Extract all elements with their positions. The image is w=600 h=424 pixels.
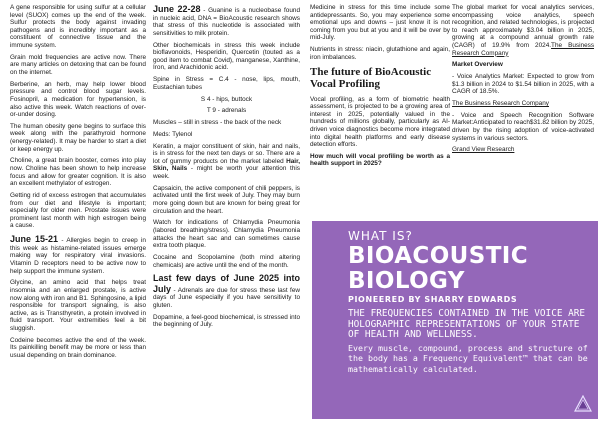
- para-dopamine: Dopamine, a feel-good biochemical, is stressed into the beginning of July.: [153, 313, 300, 329]
- para-muscles: Muscles – still in stress - the back of the neck: [153, 119, 282, 127]
- link-grand-view[interactable]: Grand View Research: [452, 146, 515, 154]
- para-spine-stress: Spine in Stress = C.4 - nose, lips, mouth, Eustachian tubes: [153, 76, 300, 91]
- column-3: [310, 4, 450, 172]
- text-keratin-c: - might be worth your attention this week.: [153, 165, 300, 180]
- para-sulfur: A gene responsible for using sulfur at a cellular level (SUOX) comes up the end of the week. Sulfur protects the body against invading pathogens and is incredibly important as a constituent of connective tissue and the immune system.: [10, 4, 146, 49]
- column-4: [452, 4, 594, 158]
- column-2: [153, 4, 300, 333]
- para-june-22-28: [153, 4, 300, 37]
- para-grain-mold: Grain mold frequencies are active now. There are many articles on detoxing that can be found on the internet.: [10, 53, 146, 76]
- para-antidepressants: Medicine in stress for this time include some antidepressants. So, you may experience some emotional ups and downs – just know it is not coming from you but at you and it will be over by mid-July.: [310, 4, 450, 42]
- link-business-research-2[interactable]: The Business Research Company: [452, 100, 549, 108]
- link-business-research-1[interactable]: The Business Research Company: [452, 41, 595, 57]
- para-cocaine: Cocaine and Scopolamine (both mind altering chemicals) are active until the end of the month.: [153, 253, 300, 269]
- para-june-15-21: [10, 234, 146, 275]
- card-title-line2: BIOLOGY: [348, 268, 465, 294]
- card-question: WHAT IS?: [348, 229, 413, 243]
- triangle-logo-icon: [574, 395, 592, 413]
- text-hair-skin-nails: Hair, Skin, Nails: [153, 157, 300, 173]
- bioacoustic-biology-card: [312, 221, 598, 419]
- para-chlamydia: Watch for indications of Chlamydia Pneumonia (labored breathing/stress). Chlamydia Pneumonia attacks the heart sac and can sometimes cause extra tooth plaque.: [153, 219, 300, 250]
- para-berberine: Berberine, an herb, may help lower blood pressure and control blood sugar levels. Fosinopril, a medication for hypertension, is also active this week. Watch reactions of over-or-under dosing.: [10, 80, 146, 119]
- para-codeine: Codeine becomes active the end of the week. Its painkilling benefit may be more or less than usual depending on brain dominance.: [10, 336, 146, 359]
- para-obesity-gene: The human obesity gene begins to surface this week along with the parathyroid hormone (energy-related). It may be harder to start a diet or keep energy up.: [10, 122, 146, 153]
- card-body-frequencies: THE FREQUENCIES CONTAINED IN THE VOICE ARE HOLOGRAPHIC REPRESENTATIONS OF YOUR STATE OF HEALTH AND WELLNESS.: [348, 308, 586, 341]
- para-last-june: [153, 273, 300, 309]
- text-adrenals: - Adrenals are due for stress these last few days of June especially if you have sensitivity to gluten.: [153, 286, 300, 310]
- para-voice-analytics: - Voice Analytics Market: Expected to grow from $1.3 billion in 2024 to $1.54 billion in 2025, with a CAGR of 18.5%.: [452, 73, 594, 96]
- text-guanine: - Guanine is a nucleobase found in nucleic acid, DNA = BioAcoustic research shows that stress of this nucleotide is associated with sensitivities to milk protein.: [153, 7, 300, 37]
- para-nutrients: Nutrients in stress: niacin, glutathione and again, iron imbalances.: [310, 46, 450, 61]
- text-global-market: The global market for vocal analytics services, encompassing voice analytics, speech recognition, and related technologies, is projected to reach approximately $3.04 billion in 2025, growing at a compound annual growth rate (CAGR) of 19.9% from 2024.: [452, 4, 594, 49]
- para-choline: Choline, a great brain booster, comes into play now. Choline has been shown to help increase focus and allow for greater cognition. It is also an excellent methylator of estrogen.: [10, 157, 146, 188]
- text-june-15-21: - Allergies begin to creep in this week as histamine-related issues emerge making way for respiratory viral invasions. Vitamin D receptors need to be active now to help support the immune system.: [10, 237, 146, 275]
- para-worth-question: How much will vocal profiling be worth as a health support in 2025?: [310, 152, 450, 168]
- para-vocal-profiling: Vocal profiling, as a form of biometric health assessment, is projected to be a growing area of interest in 2025, potentially valued in the hundreds of millions globally, particularly as AI-driven voice diagnostics become more integrated into digital health platforms and early disease detection efforts.: [310, 95, 450, 149]
- heading-future-vocal-profiling: The future of BioAcoustic Vocal Profiling: [310, 65, 432, 90]
- card-content: [348, 225, 588, 375]
- card-body-frequency-equivalent: Every muscle, compound, process and structure of the body has a Frequency Equivalent™ that can be mathematically calculated.: [348, 342, 588, 374]
- para-glycine: Glycine, an amino acid that helps treat insomnia and an enlarged prostate, is active now along with iron and B1. Sphingosine, a lipid responsible for transport signaling, is also active, as is Transthyretin, a protein involved in fluid transport. Your extremities feel a bit sluggish.: [10, 279, 146, 332]
- heading-june-15-21: June 15-21: [10, 234, 59, 245]
- column-1: [10, 4, 146, 364]
- para-speech-recognition: - Voice and Speech Recognition Software Market:Anticipated to reach$31.82 billion by 2025, driven by the rising adoption of voice-activated systems in various sectors.: [452, 111, 594, 142]
- para-meds: Meds: Tylenol: [153, 130, 193, 138]
- para-spine-s4: S 4 - hips, buttock: [200, 95, 253, 103]
- para-capsaicin: Capsaicin, the active component of chili peppers, is activated until the first week of July. They may burn more going down but are known for being great for circulation and the heart.: [153, 184, 300, 215]
- card-subtitle: PIONEERED BY SHARRY EDWARDS: [348, 295, 518, 304]
- heading-market-overview: Market Overview: [452, 61, 503, 69]
- para-spine-t9: T 9 - adrenals: [206, 107, 247, 115]
- para-global-market: [452, 4, 594, 57]
- heading-last-june: Last few days of June 2025 into July: [153, 273, 300, 294]
- para-keratin: [153, 143, 300, 181]
- heading-june-22-28: June 22-28: [153, 4, 201, 14]
- card-title-line1: BIOACOUSTIC: [348, 243, 529, 269]
- para-estrogen: Getting rid of excess estrogen that accumulates from our diet and lifestyle is important; especially for older men. Prostate issues were prominent last month with high estrogen being a cause.: [10, 192, 146, 230]
- text-keratin-a: Keratin, a major constituent of skin, hair and nails, is in stress for the next ten days or so. There are a lot of gummy products on the market labeled: [153, 142, 300, 165]
- para-other-biochemicals: Other biochemicals in stress this week include bioflavonoids, Hesperidin, Quercetin (touted as a good item to combat Covid), manganese, Xanthine, Iron, and Arachidonic acid.: [153, 41, 300, 72]
